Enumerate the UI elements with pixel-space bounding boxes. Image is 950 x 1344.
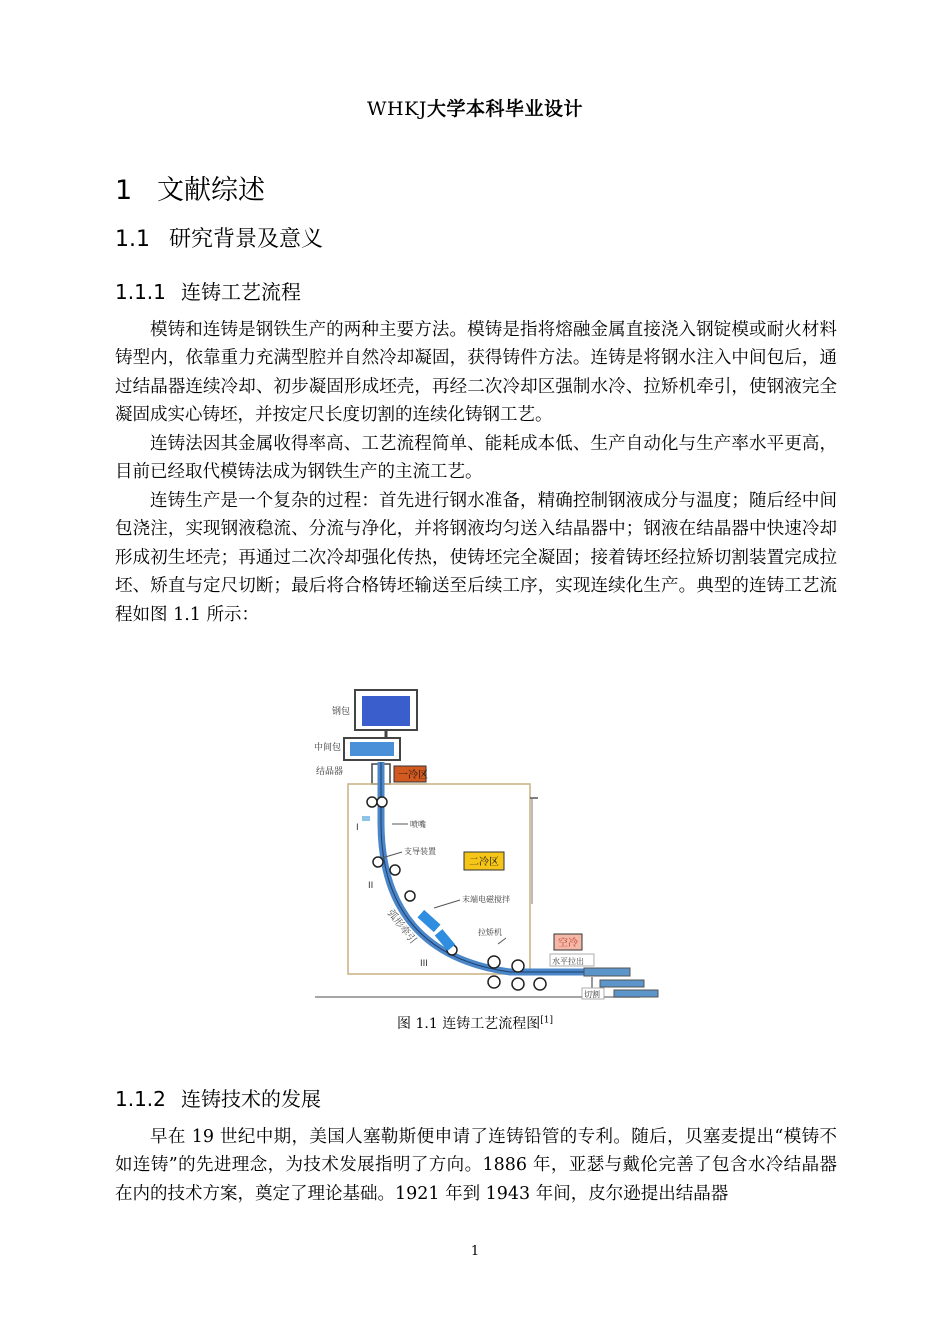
straightener-leader xyxy=(498,938,506,944)
segment-3-label: III xyxy=(420,959,428,969)
ladle-label: 钢包 xyxy=(332,707,351,717)
page-header xyxy=(0,94,950,121)
segment-2-label: II xyxy=(368,881,374,891)
withdrawal-roll xyxy=(488,956,500,968)
support-label: 支导装置 xyxy=(404,847,436,856)
zone2-label: 二冷区 xyxy=(469,857,499,868)
page-number: 1 xyxy=(470,1244,480,1259)
zone1-label: 一冷区 xyxy=(398,770,428,781)
tundish-steel xyxy=(350,742,394,756)
figure-reference: [1] xyxy=(540,1015,553,1026)
ems-label: 末端电磁搅拌 xyxy=(462,895,510,904)
chapter-number: 1 xyxy=(115,175,133,206)
subsection-title-2: 连铸技术的发展 xyxy=(181,1087,321,1111)
subsection-heading-2 xyxy=(115,1083,321,1112)
paragraph-3: 连铸生产是一个复杂的过程：首先进行钢水准备，精确控制钢液成分与温度；随后经中间包浇注，实现钢液稳流、分流与净化，并将钢液均匀送入结晶器中；钢液在结晶器中快速冷却形成初生坯壳；再通过二次冷却强化传热，使铸坯完全凝固；接着铸坯经拉矫切割装置完成拉坯、矫直与定尺切断；最后将合格铸坯输送至后续工序，实现连续化生产。典型的连铸工艺流程如图 1.1 所示： xyxy=(115,490,837,625)
runout-table-3 xyxy=(614,990,658,997)
tundish-label: 中间包 xyxy=(314,743,342,753)
paragraph-4: 早在 19 世纪中期，美国人塞勒斯便申请了连铸铅管的专利。随后，贝塞麦提出“模铸不如连铸”的先进理念，为技术发展指明了方向。1886 年，亚瑟与戴伦完善了包含水冷结晶器在内的技术方案，奠定了理论基础。1921 年到 1943 年间，皮尔逊提出结晶器 xyxy=(115,1126,837,1204)
segment-1-label: I xyxy=(356,823,359,833)
runout-table-1 xyxy=(584,968,630,976)
arc-traction-label: 弧形牵引 xyxy=(384,907,419,947)
section-title: 研究背景及意义 xyxy=(169,227,324,252)
subsection-heading-1 xyxy=(115,276,301,305)
guide-roll xyxy=(367,797,377,807)
aircool-label: 空冷 xyxy=(558,938,578,949)
guide-roll xyxy=(373,857,383,867)
guide-roll xyxy=(405,891,415,901)
subsection-number-1: 1.1.1 xyxy=(115,280,166,304)
withdrawal-roll xyxy=(488,976,500,988)
ems-leader xyxy=(434,900,460,908)
runout-table-2 xyxy=(600,980,644,987)
mold-label: 结晶器 xyxy=(316,767,344,777)
spray-nozzle xyxy=(362,816,370,821)
chapter-title: 文献综述 xyxy=(157,175,265,206)
header-suffix: 大学本科毕业设计 xyxy=(426,98,583,120)
nozzle-label: 喷嘴 xyxy=(410,820,426,829)
withdrawal-roll xyxy=(512,978,524,990)
figure-caption xyxy=(0,1013,950,1033)
withdrawal-roll xyxy=(534,978,546,990)
header-prefix: WHKJ xyxy=(367,98,427,120)
chapter-heading xyxy=(115,168,265,207)
guide-roll xyxy=(377,797,387,807)
subsection-title-1: 连铸工艺流程 xyxy=(181,280,301,304)
ladle-steel xyxy=(362,696,410,726)
continuous-casting-figure xyxy=(310,684,662,1002)
cut-label: 切割 xyxy=(584,990,600,999)
withdrawal-roll xyxy=(512,960,524,972)
paragraph-1: 模铸和连铸是钢铁生产的两种主要方法。模铸是指将熔融金属直接浇入钢锭模或耐火材料铸型内，依靠重力充满型腔并自然冷却凝固，获得铸件方法。连铸是将钢水注入中间包后，通过结晶器连续冷却、初步凝固形成坯壳，再经二次冷却区强制水冷、拉矫机牵引，使钢液完全凝固成实心铸坯，并按定尺长度切割的连续化铸钢工艺。 xyxy=(115,319,837,425)
guide-roll xyxy=(390,865,400,875)
section-heading xyxy=(115,222,323,253)
figure-caption-text: 图 1.1 连铸工艺流程图 xyxy=(397,1016,541,1032)
paragraph-2: 连铸法因其金属收得率高、工艺流程简单、能耗成本低、生产自动化与生产率水平更高，目前已经取代模铸法成为钢铁生产的主流工艺。 xyxy=(115,433,837,482)
horizontal-label: 水平拉出 xyxy=(552,957,584,966)
straightener-label: 拉矫机 xyxy=(478,928,502,937)
subsection-number-2: 1.1.2 xyxy=(115,1087,166,1111)
section-number: 1.1 xyxy=(115,227,150,252)
